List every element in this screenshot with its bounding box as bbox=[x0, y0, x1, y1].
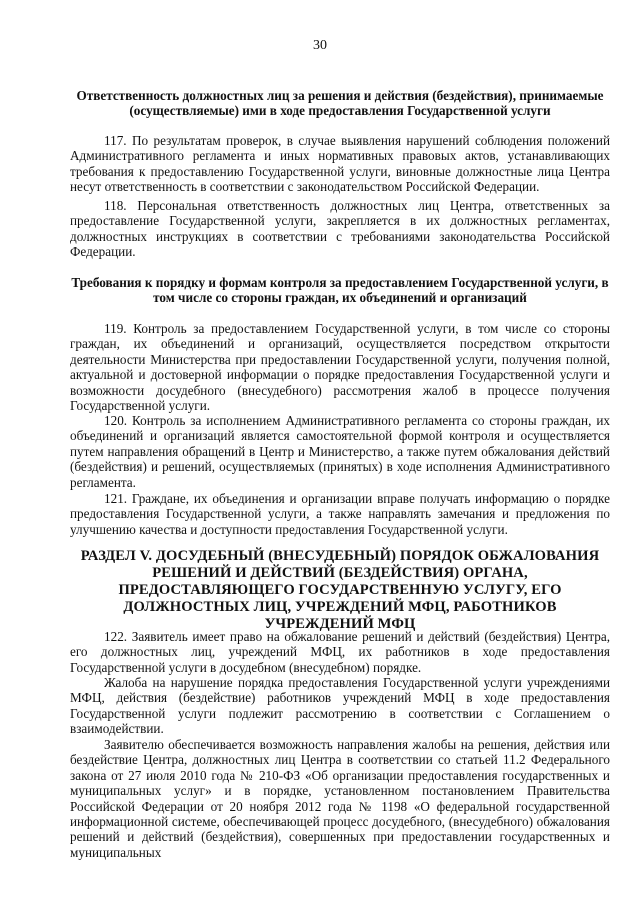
paragraph-117 bbox=[70, 133, 610, 195]
page-number: 30 bbox=[313, 38, 327, 53]
paragraph-text: 117. По результатам проверок, в случае выявления нарушений соблюдения положений Административного регламента и иных нормативных правовых актов, устанавливающих требования к предоставлению Государственной услуги, виновные должностные лица Центра несут ответственность в соответствии с законодательством Российской Федерации. bbox=[70, 133, 610, 195]
paragraph-text: 118. Персональная ответственность должностных лиц Центра, ответственных за предоставление Государственной услуги, закрепляется в их должностных регламентах, должностных инструкциях в соответствии с требованиями законодательства Российской Федерации. bbox=[70, 198, 610, 260]
paragraph-text: 121. Граждане, их объединения и организации вправе получать информацию о порядке предоставления Государственной услуги, а также направлять замечания и предложения по улучшению качества и доступности предоставления Государственной услуги. bbox=[70, 491, 610, 537]
section-heading-text: Требования к порядку и формам контроля за предоставлением Государственной услуги, в том числе со стороны граждан, их объединений и организаций bbox=[71, 275, 609, 306]
section-heading-text: Ответственность должностных лиц за решения и действия (бездействия), принимаемые (осуществляемые) ими в ходе предоставления Государственной услуги bbox=[76, 88, 604, 119]
paragraph-122 bbox=[70, 629, 610, 675]
paragraph-119 bbox=[70, 321, 610, 413]
section-heading-responsibility bbox=[70, 88, 610, 119]
paragraph-120 bbox=[70, 413, 610, 490]
paragraph-text: Жалоба на нарушение порядка предоставления Государственной услуги учреждениями МФЦ, действия (бездействие) работников учреждений МФЦ в ходе предоставления Государственной услуги подлежит рассмотрению в соответствии с Соглашением о взаимодействии. bbox=[70, 675, 610, 737]
paragraph-text: 120. Контроль за исполнением Административного регламента со стороны граждан, их объединений и организаций является самостоятельной формой контроля и осуществляется путем направления обращений в Центр и Министерство, а также путем обжалования действий (бездействия) и решений, осуществляемых (принятых) в ходе исполнения Административного регламента. bbox=[70, 413, 610, 490]
chapter-heading-text: РАЗДЕЛ V. ДОСУДЕБНЫЙ (ВНЕСУДЕБНЫЙ) ПОРЯДОК ОБЖАЛОВАНИЯ РЕШЕНИЙ И ДЕЙСТВИЙ (БЕЗДЕЙСТВИЯ) ОРГАНА, ПРЕДОСТАВЛЯЮЩЕГО ГОСУДАРСТВЕННУЮ УСЛУГУ, ЕГО ДОЛЖНОСТНЫХ ЛИЦ, УЧРЕЖДЕНИЙ МФЦ, РАБОТНИКОВ УЧРЕЖДЕНИЙ МФЦ bbox=[80, 548, 600, 632]
paragraph-text: Заявителю обеспечивается возможность направления жалобы на решения, действия или бездействие Центра, должностных лиц Центра в соответствии со статьей 11.2 Федерального закона от 27 июля 2010 года № 210-ФЗ «Об организации предоставления государственных и муниципальных услуг» и в порядке, установленном постановлением Правительства Российской Федерации от 20 ноября 2012 года № 1198 «О федеральной государственной информационной системе, обеспечивающей процесс досудебного, (внесудебного) обжалования решений и действий (бездействия), совершенных при предоставлении государственных и муниципальных bbox=[70, 737, 610, 860]
paragraph-118 bbox=[70, 198, 610, 260]
chapter-heading bbox=[70, 548, 610, 633]
paragraph-text: 122. Заявитель имеет право на обжалование решений и действий (бездействия) Центра, его должностных лиц, учреждений МФЦ, их работников в ходе предоставления Государственной услуги в досудебном (внесудебном) порядке. bbox=[70, 629, 610, 675]
paragraph-121 bbox=[70, 491, 610, 537]
paragraph-complaint-mfc bbox=[70, 675, 610, 737]
paragraph-text: 119. Контроль за предоставлением Государственной услуги, в том числе со стороны граждан, их объединений и организаций, осуществляется посредством открытости деятельности Министерства при предоставлении Государственной услуги, получения полной, актуальной и достоверной информации о порядке предоставления Государственной услуги и возможности досудебного (внесудебного) рассмотрения жалоб в процессе получения Государственной услуги. bbox=[70, 321, 610, 414]
paragraph-complaint-procedure bbox=[70, 737, 610, 860]
section-heading-control bbox=[70, 275, 610, 306]
